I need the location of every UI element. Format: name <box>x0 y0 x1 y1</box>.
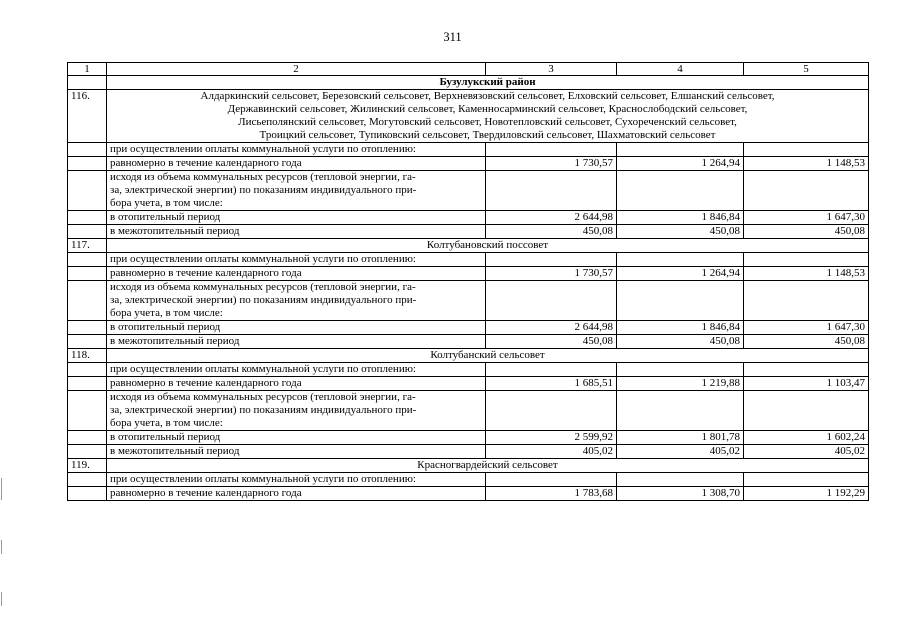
row-label-line: за, электрической энергии) по показаниям индивидуального при- <box>110 184 417 196</box>
entry-number: 117. <box>68 239 107 253</box>
row-label <box>107 281 486 321</box>
table-row <box>68 253 869 267</box>
value-cell: 405,02 <box>617 445 744 459</box>
empty-cell <box>68 267 107 281</box>
district-name: Бузулукский район <box>107 76 869 90</box>
value-cell: 450,08 <box>744 225 869 239</box>
value-cell: 450,08 <box>486 225 617 239</box>
table-row <box>68 267 869 281</box>
empty-cell <box>68 431 107 445</box>
value-cell: 450,08 <box>617 335 744 349</box>
row-label: в отопительный период <box>107 211 486 225</box>
empty-cell <box>617 391 744 431</box>
entry-name: Колтубанский сельсовет <box>107 349 869 363</box>
entry-name: Красногвардейский сельсовет <box>107 459 869 473</box>
row-label <box>107 391 486 431</box>
empty-cell <box>68 487 107 501</box>
row-label-line: бора учета, в том числе: <box>110 197 223 209</box>
entry-title-row <box>68 459 869 473</box>
empty-cell <box>744 253 869 267</box>
table-row <box>68 487 869 501</box>
entry-names <box>107 90 869 143</box>
table-row <box>68 281 869 321</box>
empty-cell <box>744 363 869 377</box>
row-label: при осуществлении оплаты коммунальной услуги по отоплению: <box>107 143 486 157</box>
value-cell: 1 730,57 <box>486 267 617 281</box>
value-cell: 1 192,29 <box>744 487 869 501</box>
empty-cell <box>486 281 617 321</box>
entry-name: Колтубановский поссовет <box>107 239 869 253</box>
empty-cell <box>617 171 744 211</box>
column-number: 2 <box>107 63 486 76</box>
value-cell: 1 308,70 <box>617 487 744 501</box>
table-row <box>68 225 869 239</box>
empty-cell <box>744 281 869 321</box>
empty-cell <box>486 143 617 157</box>
empty-cell <box>486 363 617 377</box>
column-number-row <box>68 63 869 76</box>
value-cell: 1 730,57 <box>486 157 617 171</box>
value-cell: 405,02 <box>486 445 617 459</box>
value-cell: 1 264,94 <box>617 267 744 281</box>
value-cell: 450,08 <box>486 335 617 349</box>
table-row <box>68 211 869 225</box>
scan-artifact <box>1 592 2 606</box>
row-label: в межотопительный период <box>107 225 486 239</box>
table-row <box>68 431 869 445</box>
table-row <box>68 335 869 349</box>
column-number: 3 <box>486 63 617 76</box>
empty-cell <box>68 391 107 431</box>
empty-cell <box>68 377 107 391</box>
district-row <box>68 76 869 90</box>
empty-cell <box>617 473 744 487</box>
row-label: равномерно в течение календарного года <box>107 157 486 171</box>
empty-cell <box>68 321 107 335</box>
row-label: при осуществлении оплаты коммунальной услуги по отоплению: <box>107 363 486 377</box>
value-cell: 450,08 <box>617 225 744 239</box>
empty-cell <box>486 391 617 431</box>
table-row <box>68 171 869 211</box>
row-label: при осуществлении оплаты коммунальной услуги по отоплению: <box>107 253 486 267</box>
empty-cell <box>486 253 617 267</box>
empty-cell <box>617 253 744 267</box>
entry-number: 118. <box>68 349 107 363</box>
value-cell: 1 801,78 <box>617 431 744 445</box>
entry-number: 116. <box>68 90 107 143</box>
empty-cell <box>68 445 107 459</box>
scan-artifact <box>1 540 2 554</box>
table-row <box>68 363 869 377</box>
entry-title-row <box>68 349 869 363</box>
value-cell: 1 846,84 <box>617 321 744 335</box>
empty-cell <box>744 391 869 431</box>
value-cell: 450,08 <box>744 335 869 349</box>
value-cell: 1 103,47 <box>744 377 869 391</box>
empty-cell <box>68 171 107 211</box>
empty-cell <box>68 76 107 90</box>
table-row <box>68 157 869 171</box>
row-label <box>107 171 486 211</box>
value-cell: 1 602,24 <box>744 431 869 445</box>
row-label: в межотопительный период <box>107 445 486 459</box>
table-row <box>68 377 869 391</box>
entry-title-row <box>68 90 869 143</box>
entry-title-row <box>68 239 869 253</box>
empty-cell <box>486 171 617 211</box>
empty-cell <box>68 281 107 321</box>
empty-cell <box>68 211 107 225</box>
row-label: в отопительный период <box>107 431 486 445</box>
empty-cell <box>68 225 107 239</box>
column-number: 4 <box>617 63 744 76</box>
empty-cell <box>744 473 869 487</box>
entry-name-line: Державинский сельсовет, Жилинский сельсовет, Каменносарминский сельсовет, Краснослободский сельсовет, <box>227 103 748 115</box>
empty-cell <box>617 363 744 377</box>
value-cell: 1 148,53 <box>744 157 869 171</box>
table-row <box>68 445 869 459</box>
table-row <box>68 391 869 431</box>
column-number: 1 <box>68 63 107 76</box>
table-row <box>68 143 869 157</box>
row-label: равномерно в течение календарного года <box>107 267 486 281</box>
empty-cell <box>68 335 107 349</box>
value-cell: 405,02 <box>744 445 869 459</box>
row-label-line: бора учета, в том числе: <box>110 417 223 429</box>
row-label: в отопительный период <box>107 321 486 335</box>
row-label-line: бора учета, в том числе: <box>110 307 223 319</box>
value-cell: 1 783,68 <box>486 487 617 501</box>
scan-artifact <box>1 478 2 500</box>
row-label: при осуществлении оплаты коммунальной услуги по отоплению: <box>107 473 486 487</box>
value-cell: 1 264,94 <box>617 157 744 171</box>
row-label-line: исходя из объема коммунальных ресурсов (тепловой энергии, га- <box>110 281 416 293</box>
row-label: равномерно в течение календарного года <box>107 487 486 501</box>
value-cell: 1 685,51 <box>486 377 617 391</box>
entry-name-line: Лисьеполянский сельсовет, Могутовский сельсовет, Новотепловский сельсовет, Сухореченский сельсовет, <box>238 116 737 128</box>
value-cell: 1 219,88 <box>617 377 744 391</box>
page-number: 311 <box>443 30 462 44</box>
value-cell: 1 647,30 <box>744 321 869 335</box>
empty-cell <box>617 143 744 157</box>
empty-cell <box>68 143 107 157</box>
value-cell: 1 148,53 <box>744 267 869 281</box>
value-cell: 1 846,84 <box>617 211 744 225</box>
row-label: равномерно в течение календарного года <box>107 377 486 391</box>
row-label-line: исходя из объема коммунальных ресурсов (тепловой энергии, га- <box>110 391 416 403</box>
row-label-line: исходя из объема коммунальных ресурсов (тепловой энергии, га- <box>110 171 416 183</box>
empty-cell <box>617 281 744 321</box>
column-number: 5 <box>744 63 869 76</box>
value-cell: 2 599,92 <box>486 431 617 445</box>
value-cell: 1 647,30 <box>744 211 869 225</box>
empty-cell <box>744 143 869 157</box>
empty-cell <box>68 473 107 487</box>
empty-cell <box>486 473 617 487</box>
table-row <box>68 473 869 487</box>
table-row <box>68 321 869 335</box>
row-label-line: за, электрической энергии) по показаниям индивидуального при- <box>110 294 417 306</box>
empty-cell <box>68 157 107 171</box>
row-label-line: за, электрической энергии) по показаниям индивидуального при- <box>110 404 417 416</box>
entry-number: 119. <box>68 459 107 473</box>
empty-cell <box>744 171 869 211</box>
value-cell: 2 644,98 <box>486 211 617 225</box>
value-cell: 2 644,98 <box>486 321 617 335</box>
empty-cell <box>68 253 107 267</box>
entry-name-line: Троицкий сельсовет, Тупиковский сельсовет, Твердиловский сельсовет, Шахматовский сельсовет <box>259 129 716 141</box>
tariff-table <box>67 62 869 501</box>
row-label: в межотопительный период <box>107 335 486 349</box>
empty-cell <box>68 363 107 377</box>
entry-name-line: Алдаркинский сельсовет, Березовский сельсовет, Верхневязовский сельсовет, Елховский сельсовет, Елшанский сельсовет, <box>200 90 775 102</box>
